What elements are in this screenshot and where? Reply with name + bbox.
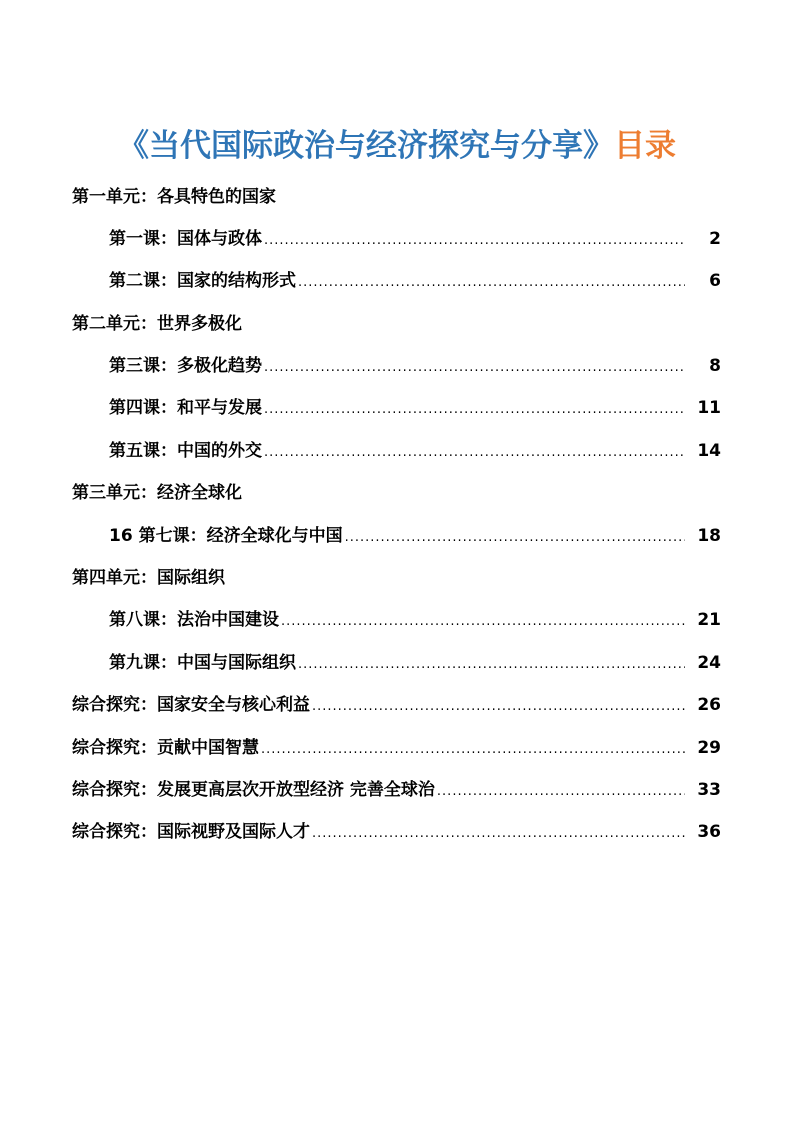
dot-leader [264, 389, 685, 431]
dot-leader [298, 262, 685, 304]
toc-page-number: 33 [697, 780, 721, 800]
toc-unit-1: 第一单元：各具特色的国家 [72, 187, 276, 207]
toc-lesson-1[interactable] [109, 218, 721, 260]
toc-lesson-label: 第八课：法治中国建设 [109, 610, 279, 630]
toc-page-number: 36 [697, 822, 721, 842]
toc-lesson-7[interactable] [109, 515, 721, 557]
toc-page-number: 11 [697, 398, 721, 418]
toc-lesson-label: 第四课：和平与发展 [109, 398, 262, 418]
toc-lesson-label: 第五课：中国的外交 [109, 441, 262, 461]
dot-leader [281, 601, 685, 643]
dot-leader [261, 729, 685, 771]
toc-page-number: 21 [697, 610, 721, 630]
toc-synthesis-2[interactable] [72, 727, 721, 769]
toc-title [0, 122, 794, 170]
toc-synthesis-4[interactable] [72, 811, 721, 853]
dot-leader [312, 686, 685, 728]
toc-synthesis-1[interactable] [72, 684, 721, 726]
dot-leader [264, 220, 685, 262]
toc-synthesis-label: 综合探究：贡献中国智慧 [72, 738, 259, 758]
dot-leader [264, 432, 685, 474]
toc-page-number: 18 [697, 526, 721, 546]
toc-unit-3: 第三单元：经济全球化 [72, 483, 242, 503]
toc-page-number: 8 [709, 356, 721, 376]
toc-lesson-5[interactable] [109, 430, 721, 472]
toc-lesson-4[interactable] [109, 387, 721, 429]
toc-synthesis-3[interactable] [72, 769, 721, 811]
toc-lesson-label: 第九课：中国与国际组织 [109, 653, 296, 673]
toc-title-suffix: 目录 [614, 128, 676, 164]
toc-page-number: 24 [697, 653, 721, 673]
toc-page-number: 2 [709, 229, 721, 249]
dot-leader [437, 771, 685, 813]
toc-unit-4: 第四单元：国际组织 [72, 568, 225, 588]
toc-title-main: 《当代国际政治与经济探究与分享》 [118, 128, 614, 164]
toc-lesson-label: 第一课：国体与政体 [109, 229, 262, 249]
toc-lesson-8[interactable] [109, 599, 721, 641]
toc-lesson-9[interactable] [109, 642, 721, 684]
toc-lesson-label: 第三课：多极化趋势 [109, 356, 262, 376]
dot-leader [298, 644, 685, 686]
dot-leader [264, 347, 685, 389]
toc-lesson-3[interactable] [109, 345, 721, 387]
toc-lesson-2[interactable] [109, 260, 721, 302]
toc-synthesis-label: 综合探究：国际视野及国际人才 [72, 822, 310, 842]
toc-synthesis-label: 综合探究：发展更高层次开放型经济 完善全球治 [72, 780, 435, 800]
toc-unit-2: 第二单元：世界多极化 [72, 314, 242, 334]
toc-page-number: 6 [709, 271, 721, 291]
toc-lesson-label: 16 第七课：经济全球化与中国 [109, 526, 343, 546]
toc-page-number: 26 [697, 695, 721, 715]
toc-synthesis-label: 综合探究：国家安全与核心利益 [72, 695, 310, 715]
toc-page-number: 14 [697, 441, 721, 461]
toc-page-number: 29 [697, 738, 721, 758]
dot-leader [345, 517, 685, 559]
dot-leader [312, 813, 685, 855]
toc-lesson-label: 第二课：国家的结构形式 [109, 271, 296, 291]
